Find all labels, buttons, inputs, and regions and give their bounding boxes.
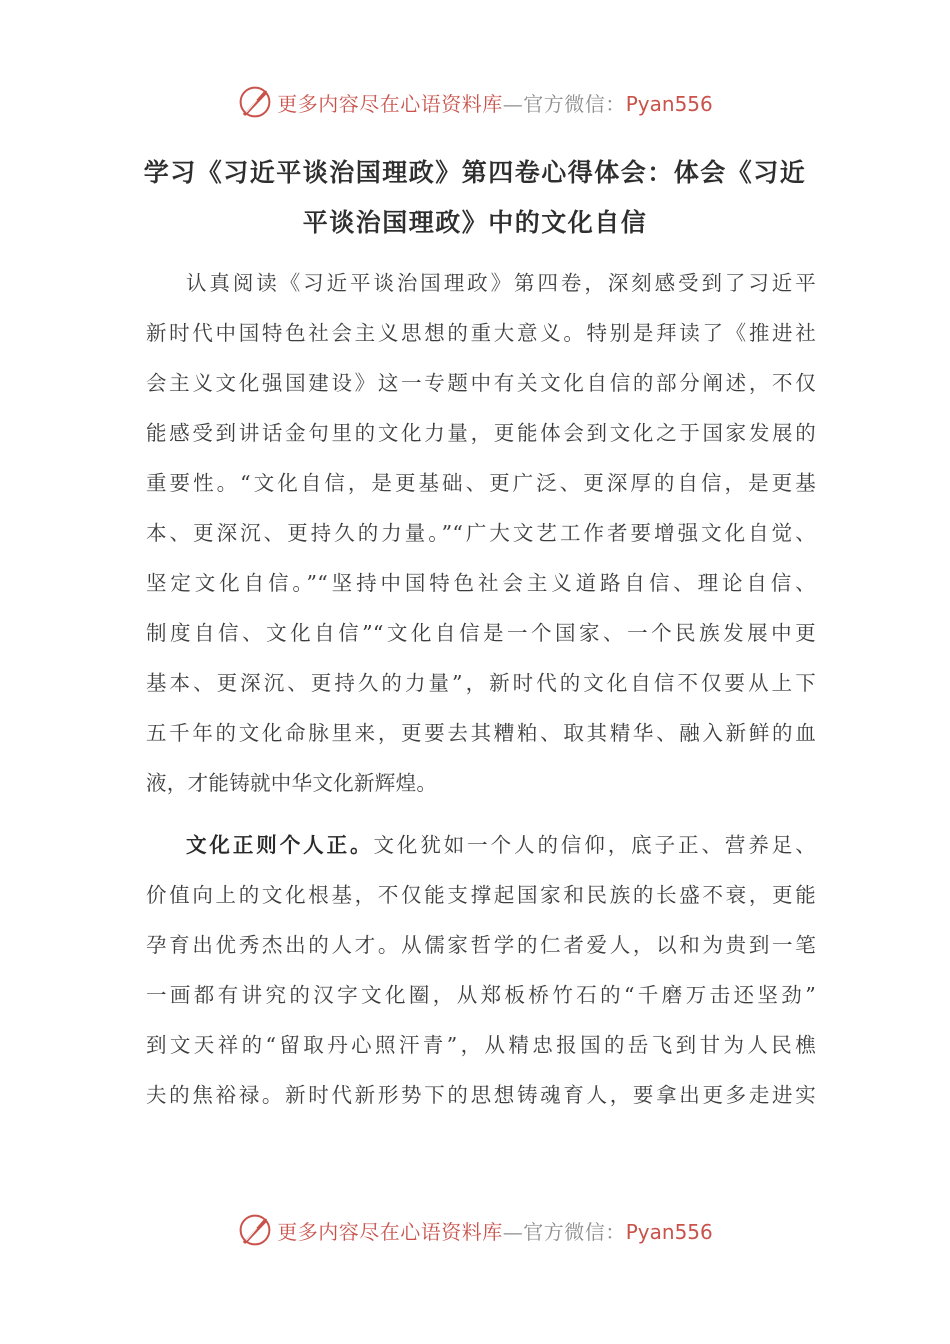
header-banner — [0, 80, 950, 124]
paragraph-line: 到文天祥的“留取丹心照汗青”，从精忠报国的岳飞到甘为人民樵 — [146, 1033, 816, 1057]
paragraph-line: 基本、更深沉、更持久的力量”，新时代的文化自信不仅要从上下 — [146, 671, 816, 695]
paragraph-line: 孕育出优秀杰出的人才。从儒家哲学的仁者爱人，以和为贵到一笔 — [146, 933, 816, 957]
paragraph-line: 制度自信、文化自信”“文化自信是一个国家、一个民族发展中更 — [146, 621, 816, 645]
paragraph-1 — [146, 258, 816, 808]
paragraph-line: 本、更深沉、更持久的力量。”“广大文艺工作者要增强文化自觉、 — [146, 521, 816, 545]
banner-wechat-id: Pyan556 — [625, 1219, 713, 1244]
footer-banner — [0, 1208, 950, 1252]
banner-separator: — — [502, 1219, 524, 1244]
paragraph-lead-heading: 文化正则个人正。 — [186, 833, 374, 857]
banner-prefix: 更多内容尽在心语资料库 — [277, 1219, 503, 1244]
paragraph-line: 坚定文化自信。”“坚持中国特色社会主义道路自信、理论自信、 — [146, 571, 816, 595]
paragraph-line: 价值向上的文化根基，不仅能支撑起国家和民族的长盛不衰，更能 — [146, 883, 816, 907]
banner-wechat-label: 官方微信： — [523, 1219, 626, 1244]
paragraph-line: 新时代中国特色社会主义思想的重大意义。特别是拜读了《推进社 — [146, 321, 816, 345]
banner-wechat-label: 官方微信： — [523, 91, 626, 116]
paragraph-line: 一画都有讲究的汉字文化圈，从郑板桥竹石的“千磨万击还坚劲” — [146, 983, 816, 1007]
paragraph-line: 液，才能铸就中华文化新辉煌。 — [146, 771, 438, 795]
banner-text — [277, 88, 713, 117]
paragraph-line: 能感受到讲话金句里的文化力量，更能体会到文化之于国家发展的 — [146, 421, 816, 445]
banner-prefix: 更多内容尽在心语资料库 — [277, 91, 503, 116]
paragraph-line: 夫的焦裕禄。新时代新形势下的思想铸魂育人，要拿出更多走进实 — [146, 1083, 816, 1107]
quill-pen-logo-icon — [237, 1212, 273, 1248]
title-line-2: 平谈治国理政》中的文化自信 — [302, 208, 648, 237]
paragraph-line: 五千年的文化命脉里来，更要去其糟粕、取其精华、融入新鲜的血 — [146, 721, 816, 745]
quill-pen-logo-icon — [237, 84, 273, 120]
banner-text — [277, 1216, 713, 1245]
paragraph-2 — [146, 820, 816, 1120]
paragraph-lead-rest: 文化犹如一个人的信仰，底子正、营养足、 — [373, 833, 816, 857]
paragraph-line — [146, 820, 816, 870]
paragraph-line: 重要性。“文化自信，是更基础、更广泛、更深厚的自信，是更基 — [146, 471, 816, 495]
paragraph-line: 认真阅读《习近平谈治国理政》第四卷，深刻感受到了习近平 — [186, 271, 816, 295]
paragraph-line: 会主义文化强国建设》这一专题中有关文化自信的部分阐述，不仅 — [146, 371, 816, 395]
document-title — [140, 148, 810, 248]
banner-wechat-id: Pyan556 — [625, 91, 713, 116]
title-line-1: 学习《习近平谈治国理政》第四卷心得体会：体会《习近 — [143, 158, 807, 187]
banner-separator: — — [502, 91, 524, 116]
